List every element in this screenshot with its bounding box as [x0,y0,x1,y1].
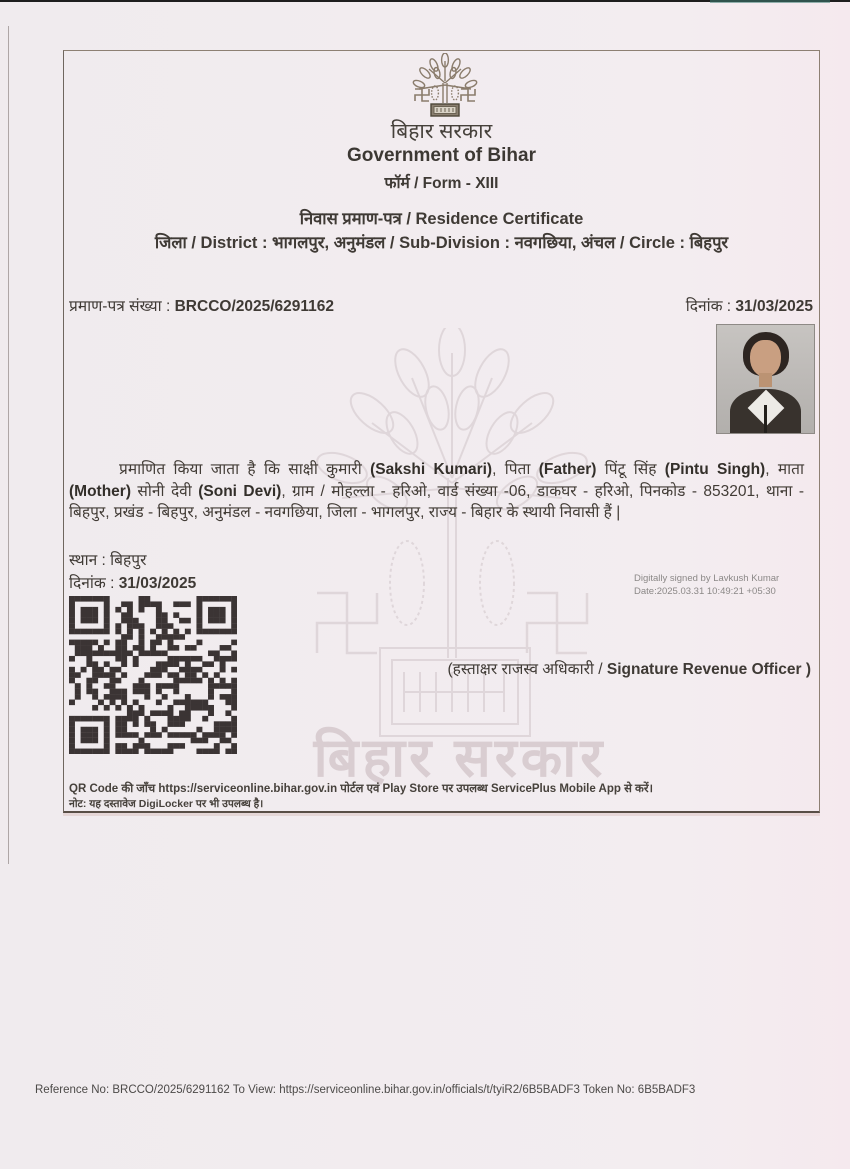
photo-face [750,340,781,377]
digital-signature-line1: Digitally signed by Lavkush Kumar [634,573,780,584]
digital-signature-stamp [634,572,779,598]
date-label: दिनांक : [69,575,119,592]
issue-date-label: दिनांक : [685,298,736,315]
photo-neck [759,373,772,387]
issue-date-line [686,294,813,316]
issue-date-value: 31/03/2025 [735,298,813,315]
scan-artifact-left-line [8,26,9,864]
scan-artifact-teal-mark [710,0,830,3]
form-number-line: फॉर्म / Form - XIII [384,175,499,192]
government-name-hindi: बिहार सरकार [390,120,493,143]
qr-code [69,596,237,754]
date-line [69,571,196,593]
applicant-photo [716,324,815,434]
signature-officer-hindi: (हस्ताक्षर राजस्व अधिकारी / [447,661,607,678]
place-line [69,548,146,570]
certificate-number-line [69,294,334,316]
signature-officer-line [447,657,811,679]
photo-tie [764,405,767,433]
watermark-text: बिहार सरकार [313,728,607,788]
certificate-body-paragraph: प्रमाणित किया जाता है कि साक्षी कुमारी (Sakshi Kumari), पिता (Father) पिंटू सिंह (Pintu Singh), माता (Mother) सोनी देवी (Soni Devi), ग्राम / मोहल्ला - हरिओ, वार्ड संख्या -06, डाकघर - हरिओ, पिनकोड - 853201, थाना - बिहपुर, प्रखंड - बिहपुर, अनुमंडल - नवगछिया, जिला - भागलपुर, राज्य - बिहार के स्थायी निवासी हैं | [69,461,805,521]
digilocker-note: नोट: यह दस्तावेज DigiLocker पर भी उपलब्ध है। [69,798,264,810]
signature-officer-english: Signature Revenue Officer ) [606,661,811,678]
district-subdivision-circle-line: जिला / District : भागलपुर, अनुमंडल / Sub-Division : नवगछिया, अंचल / Circle : बिहपुर [154,234,729,252]
certificate-number-label: प्रमाण-पत्र संख्या : [69,298,175,315]
reference-token-line: Reference No: BRCCO/2025/6291162 To View: https://serviceonline.bihar.gov.in/officials/t/tyiR2/6B5BADF3 Token No: 6B5BADF3 [35,1084,696,1096]
place-label: स्थान : [69,552,111,569]
certificate-number-value: BRCCO/2025/6291162 [174,298,335,315]
certificate-border-box [63,50,820,813]
date-value: 31/03/2025 [118,575,197,592]
government-name-english: Government of Bihar [347,145,536,166]
digital-signature-line2: Date:2025.03.31 10:49:21 +05:30 [634,586,776,597]
bihar-government-emblem-icon [389,53,499,119]
qr-verification-note: QR Code की जाँच https://serviceonline.bihar.gov.in पोर्टल एवं Play Store पर उपलब्ध ServicePlus Mobile App से करें। [69,783,653,795]
place-value: बिहपुर [110,552,147,569]
certificate-title: निवास प्रमाण-पत्र / Residence Certificate [299,210,584,228]
